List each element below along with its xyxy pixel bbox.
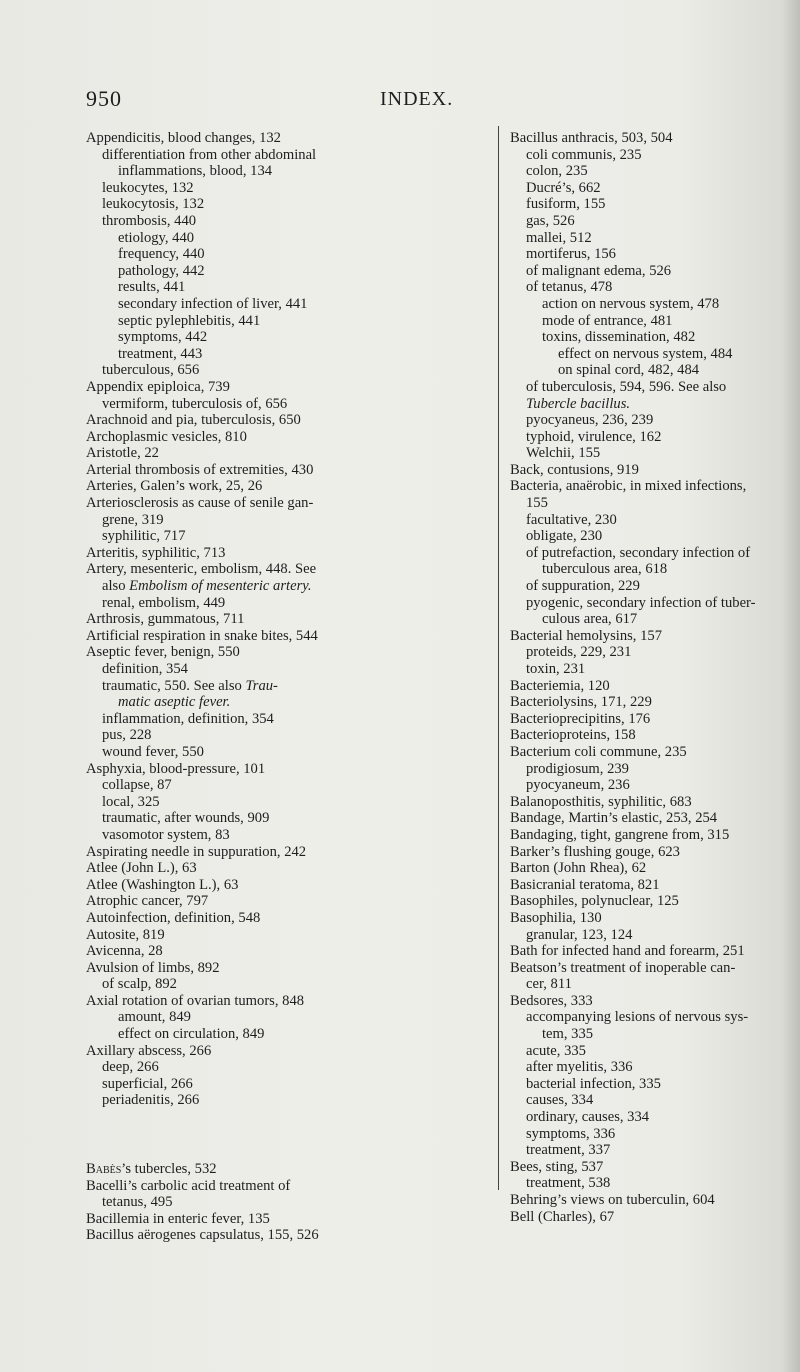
index-entry: Basophiles, polynuclear, 125 — [510, 893, 679, 910]
index-entry: inflammations, blood, 134 — [118, 163, 273, 180]
index-entry: pyocyaneum, 236 — [526, 777, 630, 794]
index-entry: coli communis, 235 — [526, 146, 642, 163]
index-entry: mallei, 512 — [526, 229, 592, 246]
index-entry: Arachnoid and pia, tuberculosis, 650 — [86, 412, 301, 429]
index-entry: inflammation, definition, 354 — [102, 710, 274, 727]
index-entry: facultative, 230 — [526, 511, 617, 528]
section-gap — [86, 1109, 486, 1161]
index-entry: Bacillemia in enteric fever, 135 — [86, 1210, 270, 1227]
index-entry: Archoplasmic vesicles, 810 — [86, 428, 247, 445]
index-entry: Arteriosclerosis as cause of senile gan- — [86, 495, 314, 512]
index-entry: Behring’s views on tuberculin, 604 — [510, 1192, 715, 1208]
index-entry: gas, 526 — [526, 212, 575, 229]
index-entry: also Embolism of mesenteric artery. — [102, 578, 312, 595]
index-column-left — [86, 130, 486, 1244]
index-entry: Atlee (John L.), 63 — [86, 860, 197, 877]
index-entry: frequency, 440 — [118, 246, 205, 263]
index-entry: colon, 235 — [526, 163, 588, 180]
index-entry: culous area, 617 — [542, 611, 638, 628]
index-entry: symptoms, 442 — [118, 329, 208, 346]
index-entry: on spinal cord, 482, 484 — [558, 362, 700, 379]
index-entry: results, 441 — [118, 279, 186, 296]
index-entry: effect on circulation, 849 — [118, 1026, 265, 1043]
index-entry: Bacillus aërogenes capsulatus, 155, 526 — [86, 1227, 319, 1244]
index-entry: of putrefaction, secondary infection of — [526, 544, 751, 561]
index-entry: after myelitis, 336 — [526, 1059, 633, 1076]
index-entry: Bedsores, 333 — [510, 992, 593, 1009]
index-entry: tuberculous, 656 — [102, 362, 200, 379]
index-entry: Balanoposthitis, syphilitic, 683 — [510, 793, 692, 810]
index-entry: traumatic, 550. See also Trau- — [102, 677, 278, 694]
index-entry: Artery, mesenteric, embolism, 448. See — [86, 561, 317, 578]
index-entry: Back, contusions, 919 — [510, 461, 639, 478]
index-entry: matic aseptic fever. — [118, 694, 231, 711]
page-number: 950 — [86, 86, 122, 111]
index-entry: Axial rotation of ovarian tumors, 848 — [86, 992, 305, 1009]
index-entry: etiology, 440 — [118, 229, 195, 246]
index-entry: Basicranial teratoma, 821 — [510, 876, 660, 893]
index-entry: secondary infection of liver, 441 — [118, 295, 308, 312]
index-entry: tem, 335 — [542, 1026, 594, 1043]
index-entry: Arterial thrombosis of extremities, 430 — [86, 461, 314, 478]
index-entry: acute, 335 — [526, 1042, 586, 1059]
index-entry: Barker’s flushing gouge, 623 — [510, 843, 680, 860]
index-entry: Aristotle, 22 — [86, 445, 159, 462]
index-column-right — [510, 130, 800, 1225]
index-entry: amount, 849 — [118, 1009, 191, 1026]
index-entry: Babès’s tubercles, 532 — [86, 1161, 217, 1178]
index-entry: Bacterium coli commune, 235 — [510, 743, 687, 760]
index-entry: Bell (Charles), 67 — [510, 1208, 615, 1225]
index-entry: pyogenic, secondary infection of tuber- — [526, 594, 756, 611]
index-entry: Basophilia, 130 — [510, 909, 602, 926]
index-entry: periadenitis, 266 — [102, 1092, 200, 1109]
index-entry: Bacterioprecipitins, 176 — [510, 710, 651, 727]
index-entry: Autoinfection, definition, 548 — [86, 909, 261, 926]
index-entry: tetanus, 495 — [102, 1194, 173, 1211]
index-entry: 155 — [526, 495, 548, 512]
index-entry: syphilitic, 717 — [102, 528, 186, 545]
index-entry: symptoms, 336 — [526, 1125, 616, 1142]
index-entry: thrombosis, 440 — [102, 212, 197, 229]
running-head: INDEX. — [380, 88, 454, 110]
index-entry: Bacteria, anaërobic, in mixed infections, — [510, 478, 747, 495]
index-entry: treatment, 538 — [526, 1175, 611, 1192]
index-entry: Arteries, Galen’s work, 25, 26 — [86, 478, 263, 495]
index-entry: deep, 266 — [102, 1059, 159, 1076]
index-entry: Welchii, 155 — [526, 445, 601, 462]
index-entry: bacterial infection, 335 — [526, 1075, 661, 1092]
index-entry: vasomotor system, 83 — [102, 826, 230, 843]
index-entry: of suppuration, 229 — [526, 578, 640, 595]
index-entry: obligate, 230 — [526, 528, 603, 545]
index-entry: collapse, 87 — [102, 777, 172, 794]
index-entry: Aspirating needle in suppuration, 242 — [86, 843, 307, 860]
column-divider — [498, 126, 499, 1190]
index-entry: Avicenna, 28 — [86, 943, 163, 960]
index-entry: Arteritis, syphilitic, 713 — [86, 544, 226, 561]
index-entry: leukocytes, 132 — [102, 179, 194, 196]
index-entry: Appendix epiploica, 739 — [86, 378, 230, 395]
index-entry: superficial, 266 — [102, 1075, 193, 1092]
index-entry: of tuberculosis, 594, 596. See also — [526, 378, 727, 395]
index-entry: proteids, 229, 231 — [526, 644, 632, 661]
index-entry: pyocyaneus, 236, 239 — [526, 412, 654, 429]
index-entry: of malignant edema, 526 — [526, 262, 672, 279]
index-entry: Bacteriemia, 120 — [510, 677, 610, 694]
index-entry: mortiferus, 156 — [526, 246, 616, 263]
index-entry: definition, 354 — [102, 661, 188, 677]
index-entry: tuberculous area, 618 — [542, 561, 668, 578]
index-entry: pathology, 442 — [118, 262, 205, 279]
index-entry: toxin, 231 — [526, 661, 586, 677]
index-entry: toxins, dissemination, 482 — [542, 329, 696, 346]
index-entry: pus, 228 — [102, 727, 152, 744]
index-entry: Bath for infected hand and forearm, 251 — [510, 943, 745, 960]
index-entry: Tubercle bacillus. — [526, 395, 631, 412]
index-entry: prodigiosum, 239 — [526, 760, 629, 777]
index-entry: Bacterioproteins, 158 — [510, 727, 636, 744]
index-entry: Atrophic cancer, 797 — [86, 893, 209, 910]
index-entry: treatment, 443 — [118, 345, 203, 362]
index-entry: mode of entrance, 481 — [542, 312, 673, 329]
index-entry: Autosite, 819 — [86, 926, 165, 943]
index-entry: typhoid, virulence, 162 — [526, 428, 662, 445]
index-entry: Beatson’s treatment of inoperable can- — [510, 959, 736, 976]
index-entry: of scalp, 892 — [102, 976, 177, 993]
index-entry: grene, 319 — [102, 511, 164, 528]
index-entry: Arthrosis, gummatous, 711 — [86, 611, 245, 628]
index-entry: causes, 334 — [526, 1092, 594, 1109]
index-entry: Avulsion of limbs, 892 — [86, 959, 220, 976]
page-header — [0, 86, 800, 116]
index-entry: differentiation from other abdominal — [102, 146, 317, 163]
index-entry: granular, 123, 124 — [526, 926, 633, 943]
index-entry: effect on nervous system, 484 — [558, 345, 733, 362]
index-entry: wound fever, 550 — [102, 743, 204, 760]
index-entry: Bandage, Martin’s elastic, 253, 254 — [510, 810, 718, 827]
index-entry: renal, embolism, 449 — [102, 594, 226, 611]
index-entry: Asphyxia, blood-pressure, 101 — [86, 760, 266, 777]
index-entry: of tetanus, 478 — [526, 279, 613, 296]
index-entry: Appendicitis, blood changes, 132 — [86, 130, 281, 146]
index-entry: Ducré’s, 662 — [526, 179, 601, 196]
index-entry: accompanying lesions of nervous sys- — [526, 1009, 749, 1026]
index-entry: Bandaging, tight, gangrene from, 315 — [510, 826, 730, 843]
index-entry: fusiform, 155 — [526, 196, 606, 213]
index-entry: treatment, 337 — [526, 1142, 611, 1159]
index-entry: Bacillus anthracis, 503, 504 — [510, 130, 673, 146]
index-entry: Bees, sting, 537 — [510, 1158, 604, 1175]
index-entry: ordinary, causes, 334 — [526, 1109, 650, 1126]
index-entry: septic pylephlebitis, 441 — [118, 312, 261, 329]
index-entry: leukocytosis, 132 — [102, 196, 205, 213]
index-entry: Artificial respiration in snake bites, 544 — [86, 627, 318, 644]
index-entry: local, 325 — [102, 793, 160, 810]
index-entry: action on nervous system, 478 — [542, 295, 720, 312]
index-entry: Axillary abscess, 266 — [86, 1042, 212, 1059]
index-entry: Bacteriolysins, 171, 229 — [510, 694, 652, 711]
index-entry: Bacelli’s carbolic acid treatment of — [86, 1177, 291, 1194]
index-entry: Atlee (Washington L.), 63 — [86, 876, 239, 893]
index-entry: traumatic, after wounds, 909 — [102, 810, 270, 827]
index-entry: Barton (John Rhea), 62 — [510, 860, 647, 877]
index-entry: cer, 811 — [526, 976, 572, 993]
index-entry: Aseptic fever, benign, 550 — [86, 644, 240, 661]
index-entry: Bacterial hemolysins, 157 — [510, 627, 662, 644]
index-entry: vermiform, tuberculosis of, 656 — [102, 395, 288, 412]
